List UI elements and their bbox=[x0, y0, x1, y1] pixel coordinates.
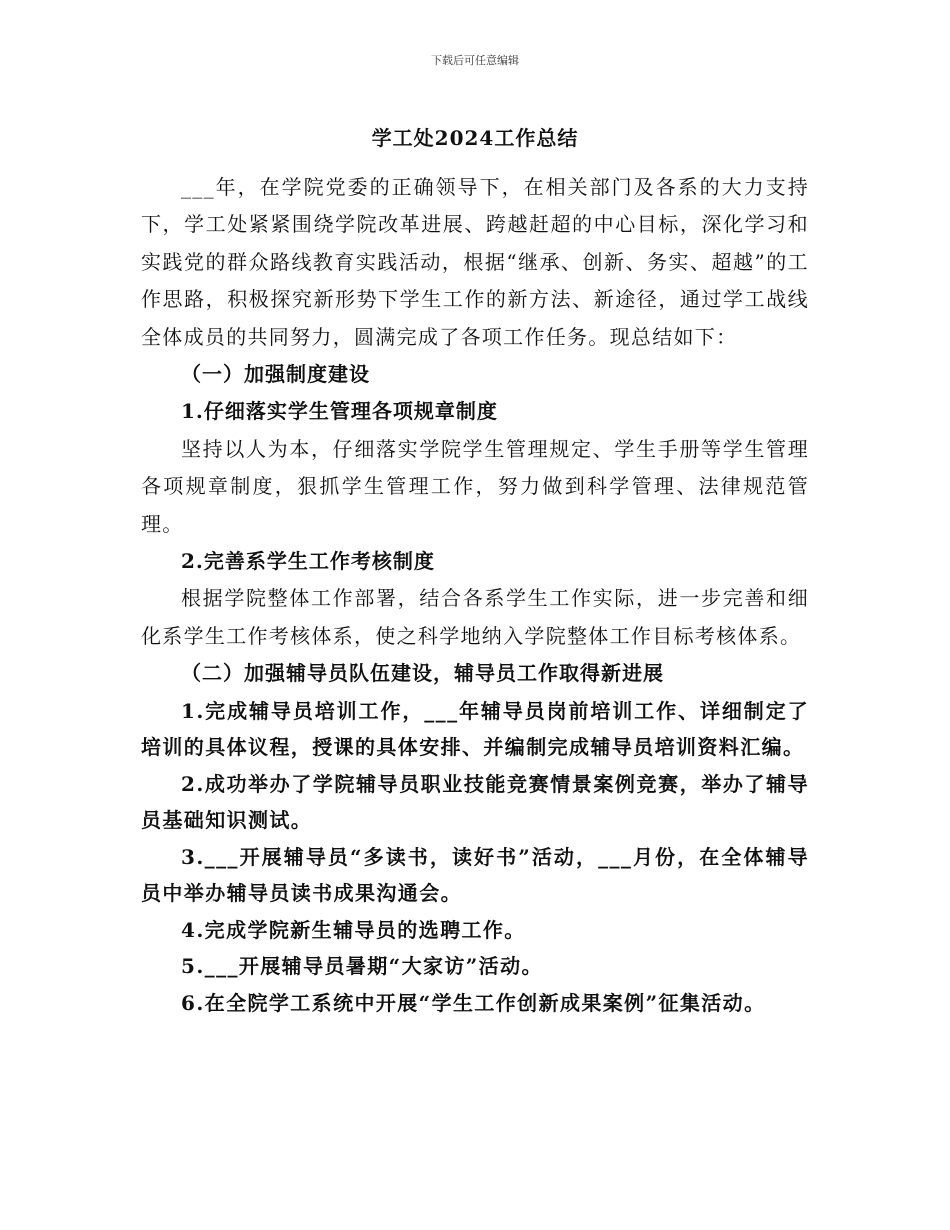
section-2-item: 3.___开展辅导员“多读书，读好书”活动，___月份，在全体辅导员中举办辅导员读书成果沟通会。 bbox=[141, 844, 809, 906]
section-2-heading: （二）加强辅导员队伍建设，辅导员工作取得新进展 bbox=[181, 661, 664, 686]
section-2-item: 5.___开展辅导员暑期“大家访”活动。 bbox=[181, 954, 543, 979]
section-1-subheading-1: 1.仔细落实学生管理各项规章制度 bbox=[181, 399, 498, 424]
section-2-item: 2.成功举办了学院辅导员职业技能竞赛情景案例竞赛，举办了辅导员基础知识测试。 bbox=[141, 771, 809, 833]
section-2-item: 4.完成学院新生辅导员的选聘工作。 bbox=[181, 917, 526, 942]
section-1-paragraph-2: 根据学院整体工作部署，结合各系学生工作实际，进一步完善和细化系学生工作考核体系，使之科学地纳入学院整体工作目标考核体系。 bbox=[141, 586, 809, 648]
intro-paragraph: ___年，在学院党委的正确领导下，在相关部门及各系的大力支持下，学工处紧紧围绕学院改革进展、跨越赶超的中心目标，深化学习和实践党的群众路线教育实践活动，根据“继承、创新、务实、超越”的工作思路，积极探究新形势下学生工作的新方法、新途径，通过学工战线全体成员的共同努力，圆满完成了各项工作任务。现总结如下： bbox=[141, 175, 809, 349]
document-title: 学工处2024工作总结 bbox=[371, 126, 579, 150]
document-body bbox=[141, 169, 809, 1021]
section-1-heading: （一）加强制度建设 bbox=[181, 362, 370, 387]
section-1-paragraph-1: 坚持以人为本，仔细落实学院学生管理规定、学生手册等学生管理各项规章制度，狠抓学生管理工作，努力做到科学管理、法律规范管理。 bbox=[141, 436, 809, 536]
section-2-item: 6.在全院学工系统中开展“学生工作创新成果案例”征集活动。 bbox=[181, 990, 766, 1015]
section-2-item: 1.完成辅导员培训工作，___年辅导员岗前培训工作、详细制定了培训的具体议程，授课的具体安排、并编制完成辅导员培训资料汇编。 bbox=[141, 698, 809, 760]
header-note: 下载后可任意编辑 bbox=[431, 54, 519, 67]
section-1-subheading-2: 2.完善系学生工作考核制度 bbox=[181, 549, 435, 574]
